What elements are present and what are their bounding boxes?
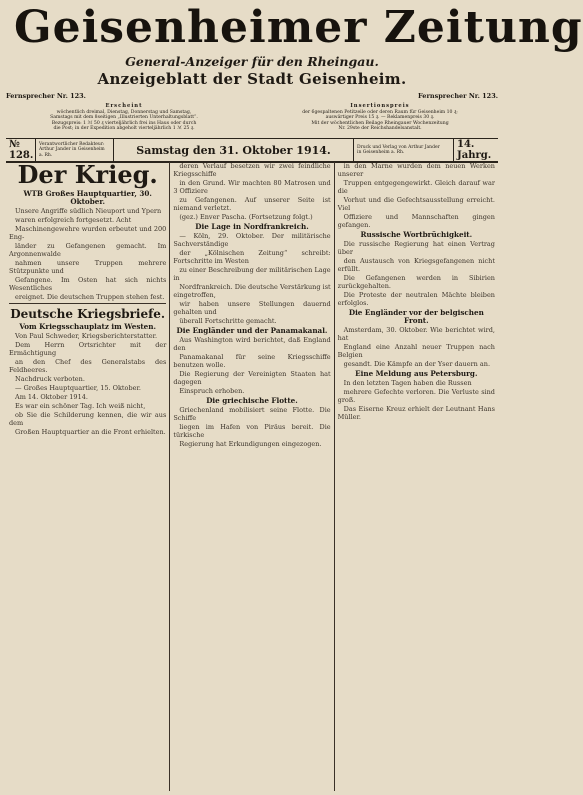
text-line: wir haben unsere Stellungen dauernd gehalten und bbox=[173, 300, 331, 316]
text-line: — Großes Hauptquartier, 15. Oktober. bbox=[15, 384, 141, 392]
printer-note bbox=[354, 139, 454, 161]
text-line: (gez.) Enver Pascha. (Fortsetzung folgt.) bbox=[179, 213, 313, 221]
masthead bbox=[6, 0, 583, 139]
info-right-line: Nr. 29ste der Reichshandelsanstalt. bbox=[338, 126, 422, 132]
issue-number: № 128. bbox=[6, 139, 36, 161]
section-heading: Die griechische Flotte. bbox=[206, 396, 298, 405]
article-body bbox=[173, 162, 330, 221]
printer-line: in Geisenheim a. Rh. bbox=[357, 150, 405, 155]
text-line: in den Marne wurden dem neuen Werken unserer bbox=[337, 162, 495, 178]
section-heading: Vom Kriegsschauplatz im Westen. bbox=[19, 322, 156, 331]
text-line: deren Verlauf besetzen wir zwei feindliche Kriegsschiffe bbox=[173, 162, 331, 178]
info-right-heading: Insertionspreis bbox=[350, 103, 410, 109]
text-line: Einspruch erhoben. bbox=[179, 387, 245, 395]
headline-kriegsbriefe: Deutsche Kriegsbriefe. bbox=[10, 307, 166, 321]
text-line: Maschinengewehre wurden erbeutet und 200 Eng- bbox=[9, 225, 167, 241]
text-line: Griechenland mobilisiert seine Flotte. Die Schiffe bbox=[173, 406, 331, 422]
article-body bbox=[173, 232, 330, 325]
info-box-left bbox=[6, 104, 242, 132]
jahrgang: 14. Jahrg. bbox=[457, 139, 492, 161]
text-line: Die Gefangenen werden in Sibirien zurückgehalten. bbox=[337, 274, 495, 290]
headline-der-krieg: Der Krieg. bbox=[17, 160, 158, 189]
text-line: länder zu Gefangenen gemacht. Im Argonnenwalde bbox=[9, 242, 167, 258]
newspaper-title: Geisenheimer Zeitung bbox=[14, 2, 583, 53]
text-line: — Köln, 29. Oktober. Der militärische Sachverständige bbox=[173, 232, 331, 248]
article-body bbox=[9, 332, 166, 436]
section-heading: WTB Großes Hauptquartier, 30. Oktober. bbox=[23, 189, 152, 206]
section-heading: Eine Meldung aus Petersburg. bbox=[355, 369, 478, 378]
printer-line: Druck und Verlag von Arthur Jander bbox=[357, 144, 440, 150]
text-line: waren erfolgreich fortgesetzt. Acht bbox=[15, 216, 132, 224]
text-line: gesandt. Die Kämpfe an der Yser dauern an. bbox=[343, 360, 491, 368]
section-heading: Russische Wortbrüchigkeit. bbox=[360, 230, 473, 239]
info-right-line: der 6gespaltenen Petitzeile oder deren Raum für Geisenheim 10 ₰; bbox=[302, 109, 458, 115]
text-line: in den Grund. Wir machten 80 Matrosen und 3 Offiziere bbox=[173, 179, 331, 195]
editor-note bbox=[36, 139, 114, 161]
article-body bbox=[338, 326, 495, 368]
column-2 bbox=[170, 162, 334, 791]
article-columns bbox=[6, 162, 498, 791]
info-left-line: Bezugspreis: 1 ℳ 50 ₰ vierteljährlich frei ins Haus oder durch bbox=[51, 120, 197, 126]
subtitle-general-anzeiger: General-Anzeiger für den Rheingau. bbox=[125, 54, 379, 69]
text-line: Gefangene. Im Osten hat sich nichts Wesentliches bbox=[9, 276, 167, 292]
info-right-line: Mit der wöchentlichen Beilage Rheingauer Wochenzeitung bbox=[311, 120, 449, 126]
info-left-heading: Erscheint bbox=[105, 103, 143, 109]
text-line: Von Paul Schweder, Kriegsberichterstatter. bbox=[15, 332, 158, 340]
article-body bbox=[338, 162, 495, 229]
column-1 bbox=[6, 162, 170, 791]
article-body bbox=[338, 240, 495, 307]
section-heading: Die Lage in Nordfrankreich. bbox=[195, 222, 309, 231]
text-line: Die Regierung der Vereinigten Staaten hat dagegen bbox=[173, 370, 331, 386]
text-line: Dem Herrn Ortsrichter mit der Ermächtigung bbox=[9, 341, 167, 357]
text-line: Aus Washington wird berichtet, daß England den bbox=[173, 336, 331, 352]
divider bbox=[9, 303, 166, 304]
text-line: Es war ein schöner Tag. Ich weiß nicht, bbox=[15, 402, 146, 410]
info-box-right bbox=[262, 104, 498, 132]
text-line: Großen Hauptquartier an die Front erhielten. bbox=[15, 428, 166, 436]
text-line: Panamakanal für seine Kriegsschiffe benutzen wolle. bbox=[173, 353, 331, 369]
article-body bbox=[173, 406, 330, 448]
text-line: Truppen entgegengewirkt. Gleich darauf war die bbox=[337, 179, 495, 195]
text-line: England eine Anzahl neuer Truppen nach Belgien bbox=[337, 343, 495, 359]
text-line: an den Chef des Generalstabs des Feldheeres. bbox=[9, 358, 167, 374]
info-right-line: auswärtiger Preis 15 ₰. — Reklamenpreis 30 ₰. bbox=[325, 115, 435, 121]
editor-line: Verantwortlicher Redakteur: bbox=[39, 141, 105, 147]
text-line: der „Kölnischen Zeitung“ schreibt: Fortschritte im Westen bbox=[173, 249, 331, 265]
text-line: Offiziere und Mannschaften gingen gefangen. bbox=[337, 213, 495, 229]
phone-left: Fernsprecher Nr. 123. bbox=[6, 92, 86, 100]
column-3 bbox=[335, 162, 498, 791]
info-left-line: wöchentlich dreimal, Dienstag, Donnerstag und Samstag, bbox=[56, 109, 192, 115]
text-line: Nordfrankreich. Die deutsche Verstärkung ist eingetroffen, bbox=[173, 283, 331, 299]
text-line: Nachdruck verboten. bbox=[15, 375, 85, 383]
text-line: nahmen unsere Truppen mehrere Stützpunkte und bbox=[9, 259, 167, 275]
text-line: Das Eiserne Kreuz erhielt der Leutnant Hans Müller. bbox=[337, 405, 495, 421]
text-line: zu einer Beschreibung der militärischen Lage in bbox=[173, 266, 331, 282]
text-line: mehrere Gefechte verloren. Die Verluste sind groß. bbox=[337, 388, 495, 404]
info-left-line: die Post; in der Expedition abgeholt vierteljährlich 1 ℳ 25 ₰. bbox=[53, 126, 195, 132]
text-line: überall Fortschritte gemacht. bbox=[179, 317, 277, 325]
text-line: ereignet. Die deutschen Truppen stehen fest. bbox=[15, 293, 165, 301]
text-line: den Austausch von Kriegsgefangenen nicht erfüllt. bbox=[337, 257, 495, 273]
text-line: In den letzten Tagen haben die Russen bbox=[343, 379, 472, 387]
text-line: Die russische Regierung hat einen Vertrag über bbox=[337, 240, 495, 256]
text-line: zu Gefangenen. Auf unserer Seite ist niemand verletzt. bbox=[173, 196, 331, 212]
phone-right: Fernsprecher Nr. 123. bbox=[418, 92, 498, 100]
text-line: Vorhut und die Gefechtsausstellung erreicht. Viel bbox=[337, 196, 495, 212]
section-heading: Die Engländer und der Panamakanal. bbox=[176, 326, 328, 335]
article-body bbox=[338, 379, 495, 421]
text-line: Amsterdam, 30. Oktober. Wie berichtet wird, hat bbox=[337, 326, 495, 342]
editor-line: Arthur Jander in Geisenheim a. Rh. bbox=[39, 147, 105, 158]
subtitle-anzeigeblatt: Anzeigeblatt der Stadt Geisenheim. bbox=[97, 70, 407, 88]
article-body bbox=[173, 336, 330, 395]
text-line: Die Proteste der neutralen Mächte bleiben erfolglos. bbox=[337, 291, 495, 307]
article-body bbox=[9, 207, 166, 301]
text-line: Unsere Angriffe südlich Nieuport und Ypern bbox=[15, 207, 162, 215]
text-line: Am 14. Oktober 1914. bbox=[15, 393, 88, 401]
info-left-line: Samstags mit dem 8seitigen „Illustrierten Unterhaltungsblatt“. bbox=[50, 115, 198, 121]
section-heading: Die Engländer vor der belgischen Front. bbox=[348, 308, 484, 325]
text-line: ob Sie die Schilderung kennen, die wir aus dem bbox=[9, 411, 167, 427]
text-line: Regierung hat Erkundigungen eingezogen. bbox=[179, 440, 322, 448]
issue-date: Samstag den 31. Oktober 1914. bbox=[114, 139, 354, 161]
text-line: liegen im Hafen von Piräus bereit. Die türkische bbox=[173, 423, 331, 439]
